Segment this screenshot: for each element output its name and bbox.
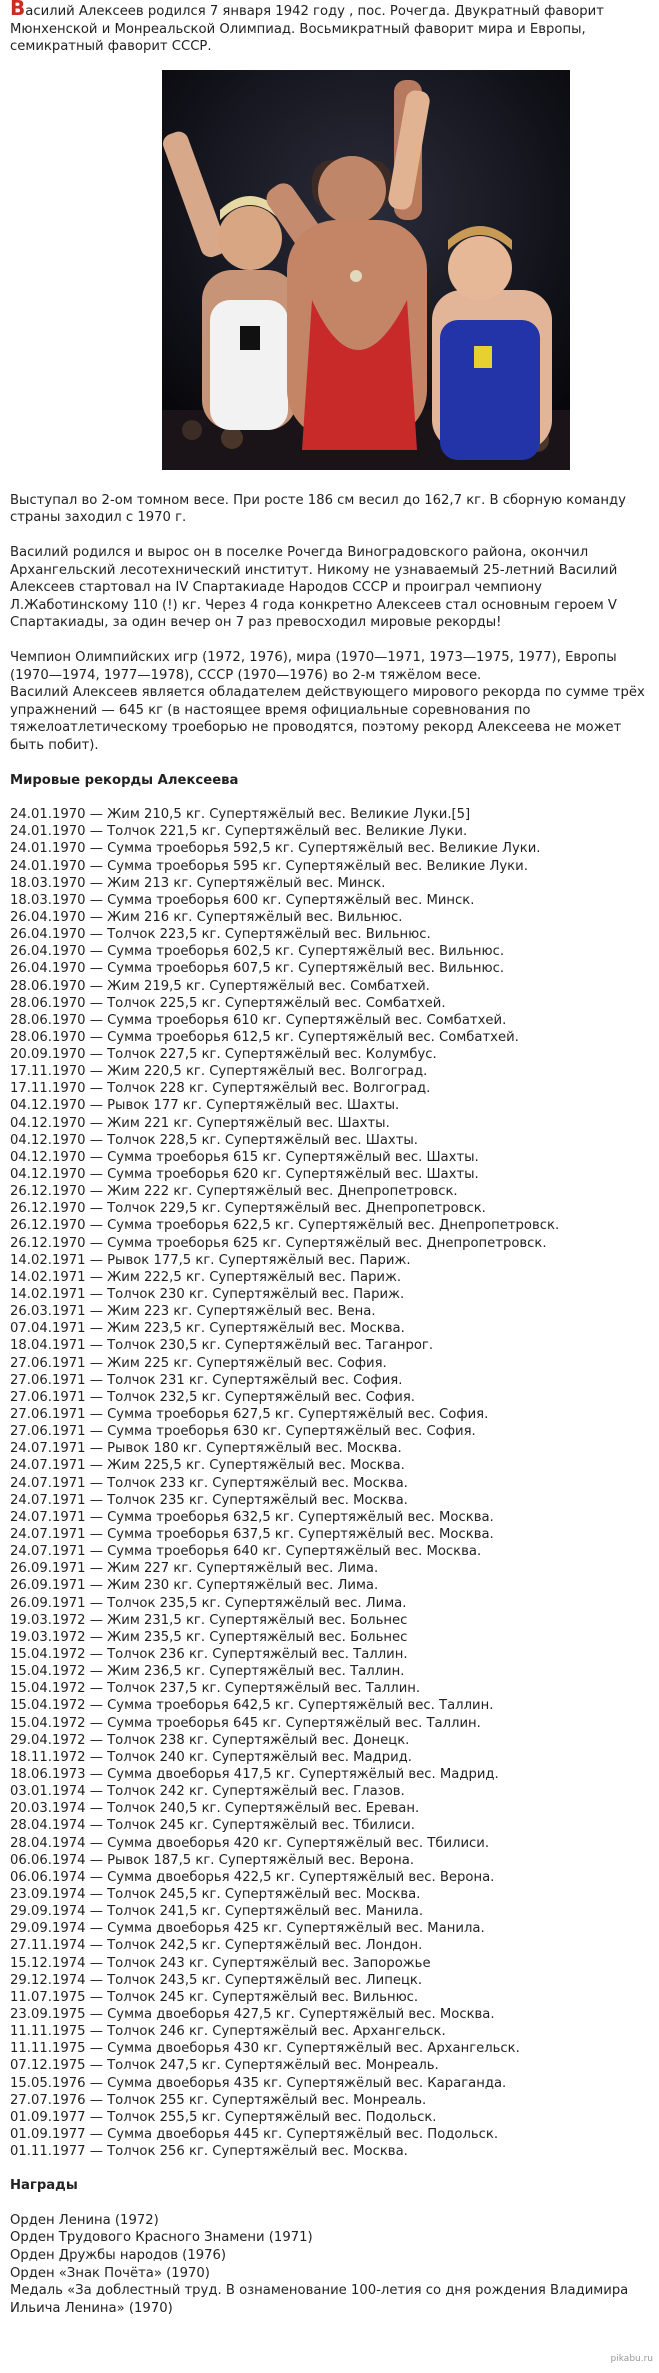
record-item: 23.09.1974 — Толчок 245,5 кг. Супертяжёлый вес. Москва. <box>10 1886 421 1902</box>
record-item: 24.07.1971 — Сумма троеборья 632,5 кг. Супертяжёлый вес. Москва. <box>10 1509 494 1525</box>
record-item: 26.12.1970 — Жим 222 кг. Супертяжёлый вес. Днепропетровск. <box>10 1184 458 1200</box>
record-item: 24.01.1970 — Сумма троеборья 595 кг. Супертяжёлый вес. Великие Луки. <box>10 858 528 874</box>
record-item: 27.06.1971 — Жим 225 кг. Супертяжёлый вес. София. <box>10 1355 387 1371</box>
record-item: 29.04.1972 — Толчок 238 кг. Супертяжёлый вес. Донецк. <box>10 1732 410 1748</box>
awards-list <box>10 2212 655 2316</box>
record-item: 27.06.1971 — Сумма троеборья 630 кг. Супертяжёлый вес. София. <box>10 1424 476 1440</box>
record-item: 26.04.1970 — Жим 216 кг. Супертяжёлый вес. Вильнюс. <box>10 909 403 925</box>
record-item: 28.04.1974 — Сумма двоеборья 420 кг. Супертяжёлый вес. Тбилиси. <box>10 1835 490 1851</box>
award-item: Орден Дружбы народов (1976) <box>10 2247 227 2263</box>
record-item: 26.04.1970 — Сумма троеборья 607,5 кг. Супертяжёлый вес. Вильнюс. <box>10 961 505 977</box>
intro-paragraph <box>10 0 650 56</box>
record-item: 23.09.1975 — Сумма двоеборья 427,5 кг. Супертяжёлый вес. Москва. <box>10 2006 495 2022</box>
record-item: 04.12.1970 — Толчок 228,5 кг. Супертяжёлый вес. Шахты. <box>10 1132 418 1148</box>
record-item: 20.03.1974 — Толчок 240,5 кг. Супертяжёлый вес. Ереван. <box>10 1801 420 1817</box>
record-item: 28.06.1970 — Сумма троеборья 612,5 кг. Супертяжёлый вес. Сомбатхей. <box>10 1029 519 1045</box>
award-item: Орден «Знак Почёта» (1970) <box>10 2265 210 2281</box>
record-item: 26.04.1970 — Толчок 223,5 кг. Супертяжёлый вес. Вильнюс. <box>10 927 431 943</box>
records-list <box>10 806 655 2160</box>
record-item: 19.03.1972 — Жим 231,5 кг. Супертяжёлый вес. Больнес <box>10 1612 408 1628</box>
bio-paragraph-1: Выступал во 2-ом томном весе. При росте 186 см весил до 162,7 кг. В сборную команду страны заходил с 1970 г. <box>10 492 626 526</box>
record-item: 19.03.1972 — Жим 235,5 кг. Супертяжёлый вес. Больнес <box>10 1629 408 1645</box>
record-item: 18.03.1970 — Жим 213 кг. Супертяжёлый вес. Минск. <box>10 875 386 891</box>
record-item: 03.01.1974 — Толчок 242 кг. Супертяжёлый вес. Глазов. <box>10 1784 405 1800</box>
record-item: 18.04.1971 — Толчок 230,5 кг. Супертяжёлый вес. Таганрог. <box>10 1338 434 1354</box>
bio-paragraph-2: Василий родился и вырос он в поселке Рочегда Виноградовского района, окончил Архангельский лесотехнический институт. Никому не узнаваемый 25-летний Василий Алексеев стартовал на IV Спартакиаде Народов СССР и проиграл чемпионy Л.Жаботинскому 110 (!) кг. Через 4 года конкретно Алексеев стал основным героем V Спартакиады, за один вечер он 7 раз превосходил мировые рекорды! <box>10 544 618 631</box>
record-item: 04.12.1970 — Жим 221 кг. Супертяжёлый вес. Шахты. <box>10 1115 390 1131</box>
record-item: 04.12.1970 — Сумма троеборья 620 кг. Супертяжёлый вес. Шахты. <box>10 1167 479 1183</box>
record-item: 15.04.1972 — Жим 236,5 кг. Супертяжёлый вес. Таллин. <box>10 1664 405 1680</box>
record-item: 07.12.1975 — Толчок 247,5 кг. Супертяжёлый вес. Монреаль. <box>10 2058 439 2074</box>
record-item: 04.12.1970 — Рывок 177 кг. Супертяжёлый вес. Шахты. <box>10 1098 400 1114</box>
record-item: 07.04.1971 — Жим 223,5 кг. Супертяжёлый вес. Москва. <box>10 1321 405 1337</box>
record-item: 06.06.1974 — Сумма двоеборья 422,5 кг. Супертяжёлый вес. Верона. <box>10 1869 495 1885</box>
record-item: 17.11.1970 — Жим 220,5 кг. Супертяжёлый вес. Волгоград. <box>10 1064 428 1080</box>
record-item: 06.06.1974 — Рывок 187,5 кг. Супертяжёлый вес. Верона. <box>10 1852 415 1868</box>
record-item: 29.09.1974 — Сумма двоеборья 425 кг. Супертяжёлый вес. Манила. <box>10 1921 485 1937</box>
record-item: 04.12.1970 — Сумма троеборья 615 кг. Супертяжёлый вес. Шахты. <box>10 1149 479 1165</box>
record-item: 27.06.1971 — Сумма троеборья 627,5 кг. Супертяжёлый вес. София. <box>10 1407 489 1423</box>
record-item: 11.11.1975 — Толчок 246 кг. Супертяжёлый вес. Архангельск. <box>10 2024 446 2040</box>
record-item: 15.04.1972 — Толчок 237,5 кг. Супертяжёлый вес. Таллин. <box>10 1681 421 1697</box>
record-item: 28.06.1970 — Сумма троеборья 610 кг. Супертяжёлый вес. Сомбатхей. <box>10 1012 507 1028</box>
record-item: 14.02.1971 — Толчок 230 кг. Супертяжёлый вес. Париж. <box>10 1287 405 1303</box>
record-item: 01.11.1977 — Толчок 256 кг. Супертяжёлый вес. Москва. <box>10 2144 408 2160</box>
bio-paragraph-3: Чемпион Олимпийских игр (1972, 1976), мира (1970—1971, 1973—1975, 1977), Европы (1970—1974, 1977—1978), СССР (1970—1976) во 2-м тяжёлом весе. <box>10 649 617 683</box>
record-item: 17.11.1970 — Толчок 228 кг. Супертяжёлый вес. Волгоград. <box>10 1081 431 1097</box>
weightlifters-photo <box>162 70 570 470</box>
record-item: 14.02.1971 — Рывок 177,5 кг. Супертяжёлый вес. Париж. <box>10 1252 411 1268</box>
record-item: 24.07.1971 — Толчок 235 кг. Супертяжёлый вес. Москва. <box>10 1492 408 1508</box>
record-item: 24.07.1971 — Рывок 180 кг. Супертяжёлый вес. Москва. <box>10 1441 402 1457</box>
watermark: pikabu.ru <box>610 2354 653 2365</box>
record-item: 15.05.1976 — Сумма двоеборья 435 кг. Супертяжёлый вес. Караганда. <box>10 2075 507 2091</box>
records-heading: Мировые рекорды Алексеева <box>10 772 239 788</box>
record-item: 26.03.1971 — Жим 223 кг. Супертяжёлый вес. Вена. <box>10 1304 376 1320</box>
record-item: 27.07.1976 — Толчок 255 кг. Супертяжёлый вес. Монреаль. <box>10 2092 427 2108</box>
record-item: 18.03.1970 — Сумма троеборья 600 кг. Супертяжёлый вес. Минск. <box>10 892 475 908</box>
record-item: 28.06.1970 — Жим 219,5 кг. Супертяжёлый вес. Сомбатхей. <box>10 978 430 994</box>
record-item: 15.04.1972 — Сумма троеборья 645 кг. Супертяжёлый вес. Таллин. <box>10 1715 481 1731</box>
record-item: 26.09.1971 — Жим 227 кг. Супертяжёлый вес. Лима. <box>10 1561 379 1577</box>
record-item: 28.06.1970 — Толчок 225,5 кг. Супертяжёлый вес. Сомбатхей. <box>10 995 446 1011</box>
record-item: 24.07.1971 — Толчок 233 кг. Супертяжёлый вес. Москва. <box>10 1475 408 1491</box>
record-item: 27.06.1971 — Толчок 231 кг. Супертяжёлый вес. София. <box>10 1372 403 1388</box>
award-item: Орден Ленина (1972) <box>10 2212 159 2228</box>
award-item: Медаль «За доблестный труд. В ознаменование 100-летия со дня рождения Владимира Ильича Ленина» (1970) <box>10 2283 629 2316</box>
record-item: 24.01.1970 — Толчок 221,5 кг. Супертяжёлый вес. Великие Луки. <box>10 824 468 840</box>
record-item: 29.12.1974 — Толчок 243,5 кг. Супертяжёлый вес. Липецк. <box>10 1972 423 1988</box>
record-item: 26.12.1970 — Сумма троеборья 625 кг. Супертяжёлый вес. Днепропетровск. <box>10 1235 547 1251</box>
record-item: 26.04.1970 — Сумма троеборья 602,5 кг. Супертяжёлый вес. Вильнюс. <box>10 944 505 960</box>
awards-heading: Награды <box>10 2178 78 2194</box>
record-item: 18.11.1972 — Толчок 240 кг. Супертяжёлый вес. Мадрид. <box>10 1749 412 1765</box>
record-item: 24.07.1971 — Сумма троеборья 637,5 кг. Супертяжёлый вес. Москва. <box>10 1527 494 1542</box>
bio-paragraph-4: Василий Алексеев является обладателем действующего мирового рекорда по сумме трёх упражнений — 645 кг (в настоящее время официальные соревнования по тяжелоатлетическому троеборью не проводятся, поэтому рекорд Алексеева не может быть побит). <box>10 685 645 753</box>
record-item: 20.09.1970 — Толчок 227,5 кг. Супертяжёлый вес. Колумбус. <box>10 1047 437 1063</box>
record-item: 26.09.1971 — Толчок 235,5 кг. Супертяжёлый вес. Лима. <box>10 1595 407 1611</box>
dropcap-letter: В <box>10 0 26 20</box>
record-item: 27.11.1974 — Толчок 242,5 кг. Супертяжёлый вес. Лондон. <box>10 1938 423 1954</box>
record-item: 26.12.1970 — Толчок 229,5 кг. Супертяжёлый вес. Днепропетровск. <box>10 1201 486 1217</box>
record-item: 18.06.1973 — Сумма двоеборья 417,5 кг. Супертяжёлый вес. Мадрид. <box>10 1766 499 1782</box>
record-item: 15.04.1972 — Сумма троеборья 642,5 кг. Супертяжёлый вес. Таллин. <box>10 1698 494 1714</box>
record-item: 26.09.1971 — Жим 230 кг. Супертяжёлый вес. Лима. <box>10 1578 379 1594</box>
record-item: 01.09.1977 — Толчок 255,5 кг. Супертяжёлый вес. Подольск. <box>10 2109 437 2125</box>
record-item: 29.09.1974 — Толчок 241,5 кг. Супертяжёлый вес. Манила. <box>10 1904 424 1920</box>
record-item: 26.12.1970 — Сумма троеборья 622,5 кг. Супертяжёлый вес. Днепропетровск. <box>10 1218 560 1234</box>
record-item: 01.09.1977 — Сумма двоеборья 445 кг. Супертяжёлый вес. Подольск. <box>10 2126 499 2142</box>
record-item: 15.12.1974 — Толчок 243 кг. Супертяжёлый вес. Запорожье <box>10 1955 431 1971</box>
record-item: 28.04.1974 — Толчок 245 кг. Супертяжёлый вес. Тбилиси. <box>10 1818 415 1834</box>
intro-text: асилий Алексеев родился 7 января 1942 году , пос. Рочегда. Двукратный фаворит Мюнхенской и Монреальской Олимпиад. Восьмикратный фаворит мира и Европы, семикратный фаворит СССР. <box>10 4 604 55</box>
award-item: Орден Трудового Красного Знамени (1971) <box>10 2230 313 2246</box>
record-item: 14.02.1971 — Жим 222,5 кг. Супертяжёлый вес. Париж. <box>10 1269 402 1285</box>
record-item: 15.04.1972 — Толчок 236 кг. Супертяжёлый вес. Таллин. <box>10 1646 408 1662</box>
record-item: 24.07.1971 — Жим 225,5 кг. Супертяжёлый вес. Москва. <box>10 1458 405 1474</box>
record-item: 24.01.1970 — Сумма троеборья 592,5 кг. Супертяжёлый вес. Великие Луки. <box>10 841 541 857</box>
record-item: 27.06.1971 — Толчок 232,5 кг. Супертяжёлый вес. София. <box>10 1389 415 1405</box>
record-item: 24.07.1971 — Сумма троеборья 640 кг. Супертяжёлый вес. Москва. <box>10 1544 482 1560</box>
record-item: 11.11.1975 — Сумма двоеборья 430 кг. Супертяжёлый вес. Архангельск. <box>10 2041 520 2057</box>
record-item: 24.01.1970 — Жим 210,5 кг. Супертяжёлый вес. Великие Луки.[5] <box>10 807 471 823</box>
record-item: 11.07.1975 — Толчок 245 кг. Супертяжёлый вес. Вильнюс. <box>10 1989 419 2005</box>
